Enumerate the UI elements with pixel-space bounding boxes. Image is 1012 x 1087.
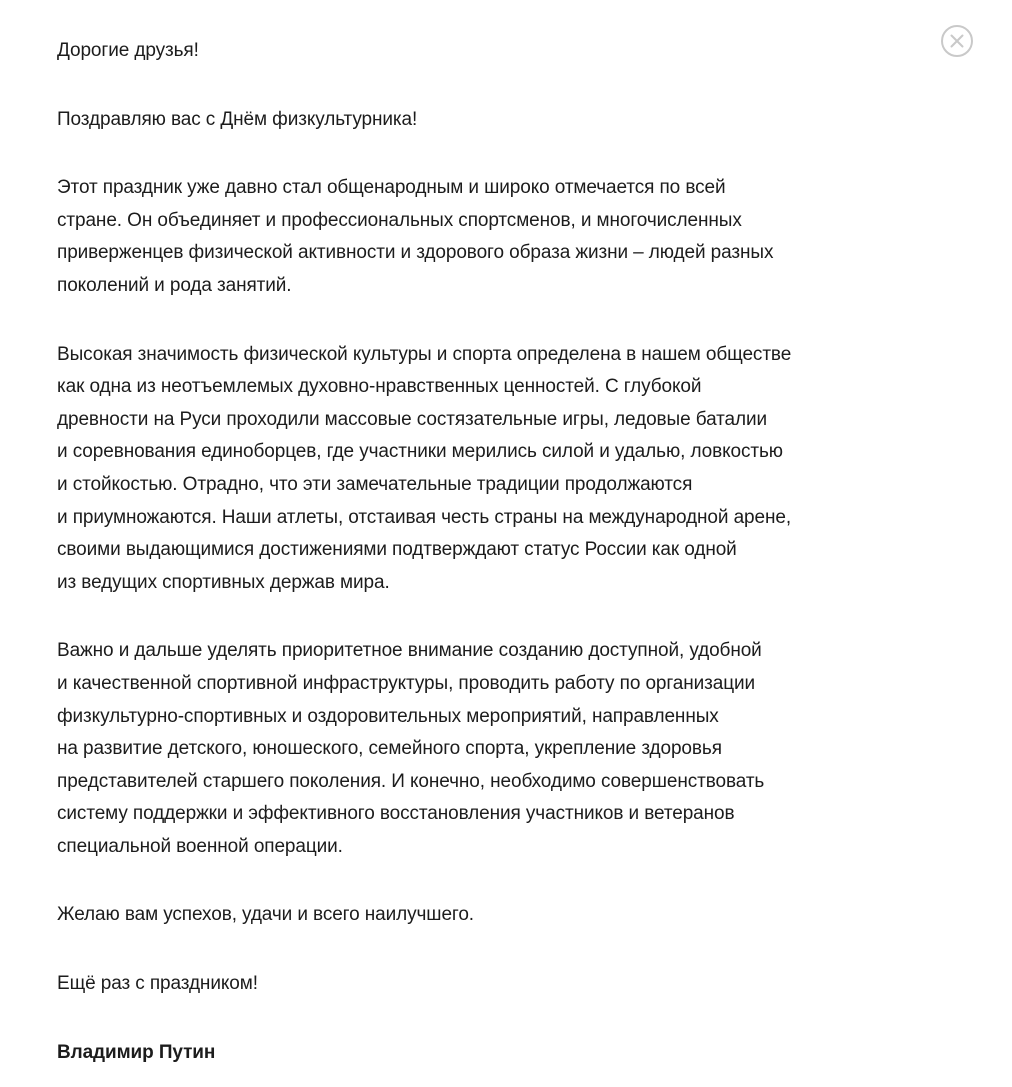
paragraph-line: специальной военной операции. [57, 835, 343, 857]
paragraph-line: систему поддержки и эффективного восстановления участников и ветеранов [57, 803, 735, 825]
paragraph-line: и стойкостью. Отрадно, что эти замечательные традиции продолжаются [57, 473, 693, 495]
paragraph-line: древности на Руси проходили массовые состязательные игры, ледовые баталии [57, 408, 767, 430]
paragraph-line: и соревнования единоборцев, где участники мерились силой и удалью, ловкостью [57, 441, 783, 463]
closing: Ещё раз с праздником! [57, 973, 258, 995]
paragraph-line: физкультурно-спортивных и оздоровительных мероприятий, направленных [57, 705, 719, 727]
paragraph-1 [57, 172, 877, 302]
paragraph-line: Высокая значимость физической культуры и спорта определена в нашем обществе [57, 343, 792, 365]
paragraph-line: как одна из неотъемлемых духовно-нравственных ценностей. С глубокой [57, 376, 702, 398]
paragraph-line: Важно и дальше уделять приоритетное внимание созданию доступной, удобной [57, 640, 762, 662]
letter-body [57, 35, 877, 1069]
paragraph-line: из ведущих спортивных держав мира. [57, 571, 390, 593]
paragraph-line: и качественной спортивной инфраструктуры, проводить работу по организации [57, 672, 756, 694]
greeting: Поздравляю вас с Днём физкультурника! [57, 108, 418, 130]
close-icon [943, 27, 971, 55]
paragraph-line: стране. Он объединяет и профессиональных спортсменов, и многочисленных [57, 209, 742, 231]
paragraph-line: и приумножаются. Наши атлеты, отстаивая честь страны на международной арене, [57, 506, 792, 528]
paragraph-line: поколений и рода занятий. [57, 274, 292, 296]
paragraph-line: приверженцев физической активности и здорового образа жизни – людей разных [57, 242, 774, 264]
paragraph-line: на развитие детского, юношеского, семейного спорта, укрепление здоровья [57, 738, 722, 760]
signature: Владимир Путин [57, 1041, 216, 1063]
salutation: Дорогие друзья! [57, 40, 199, 61]
paragraph-line: представителей старшего поколения. И конечно, необходимо совершенствовать [57, 770, 765, 792]
paragraph-line: своими выдающимися достижениями подтверждают статус России как одной [57, 539, 737, 561]
wishes: Желаю вам успехов, удачи и всего наилучшего. [57, 904, 474, 926]
paragraph-2 [57, 339, 877, 600]
paragraph-3 [57, 635, 877, 863]
close-button[interactable] [941, 25, 973, 57]
paragraph-line: Этот праздник уже давно стал общенародным и широко отмечается по всей [57, 177, 726, 199]
